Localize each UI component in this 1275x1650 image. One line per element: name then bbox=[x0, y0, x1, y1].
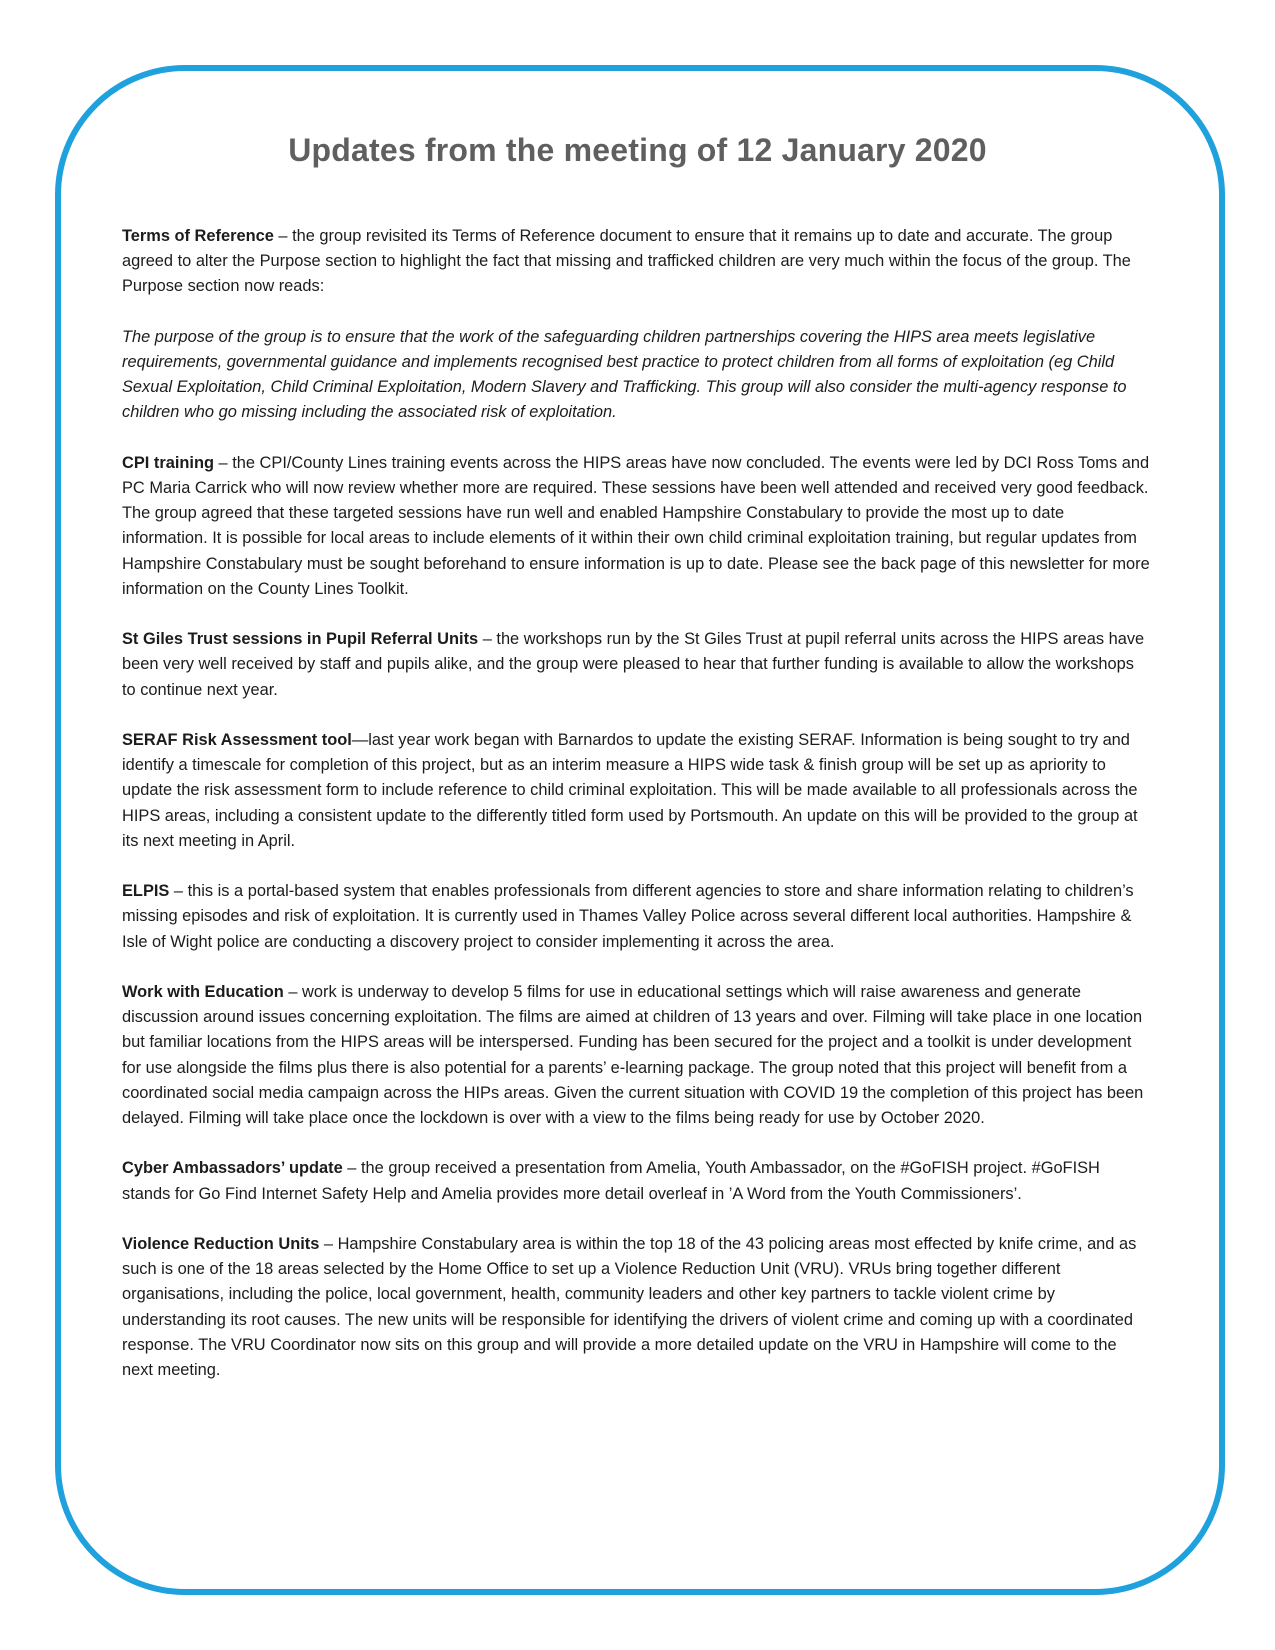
section-text: this is a portal-based system that enables professionals from different agencies to store and share information relating to children’s missing episodes and risk of exploitation. It is currently used in Thames Valley Police across several different local authorities. Hampshire & Isle of Wight police are conducting a discovery project to consider implementing it across the area. bbox=[122, 882, 1134, 951]
section-text: Hampshire Constabulary area is within the top 18 of the 43 policing areas most effected by knife crime, and as such is one of the 18 areas selected by the Home Office to set up a Violence Reduction Unit (VRU). VRUs bring together different organisations, including the police, local government, health, community leaders and other key partners to tackle violent crime by understanding its root causes. The new units will be responsible for identifying the drivers of violent crime and coming up with a coordinated response. The VRU Coordinator now sits on this group and will provide a more detailed update on the VRU in Hampshire will come to the next meeting. bbox=[122, 1235, 1137, 1380]
section-cyber-ambassadors bbox=[122, 1156, 1152, 1206]
newsletter-body bbox=[122, 224, 1152, 1408]
section-separator: – bbox=[169, 882, 188, 901]
section-text: work is underway to develop 5 films for use in educational settings which will raise awareness and generate discussion around issues concerning exploitation. The films are aimed at children of 13 years and over. Filming will take place in one location but familiar locations from the HIPS areas will be interspersed. Funding has been secured for the project and a toolkit is under development for use alongside the films plus there is also potential for a parents’ e-learning package. The group noted that this project will benefit from a coordinated social media campaign across the HIPs areas. Given the current situation with COVID 19 the completion of this project has been delayed. Filming will take place once the lockdown is over with a view to the films being ready for use by October 2020. bbox=[122, 983, 1144, 1128]
section-heading: ELPIS bbox=[122, 882, 170, 901]
section-text: the group received a presentation from Amelia, Youth Ambassador, on the #GoFISH project. #GoFISH stands for Go Find Internet Safety Help and Amelia provides more detail overleaf in ’A Word from the Youth Commissioners’. bbox=[122, 1159, 1100, 1203]
section-heading: St Giles Trust sessions in Pupil Referral Units bbox=[122, 630, 479, 649]
section-terms-of-reference bbox=[122, 224, 1152, 300]
section-work-with-education bbox=[122, 980, 1152, 1131]
purpose-quote: The purpose of the group is to ensure that the work of the safeguarding children partnerships covering the HIPS area meets legislative requirements, governmental guidance and implements recognised best practice to protect children from all forms of exploitation (eg Child Sexual Exploitation, Child Criminal Exploitation, Modern Slavery and Trafficking. This group will also consider the multi-agency response to children who go missing including the associated risk of exploitation. bbox=[122, 327, 1127, 422]
section-violence-reduction-units bbox=[122, 1232, 1152, 1383]
section-heading: CPI training bbox=[122, 453, 214, 472]
section-text: the workshops run by the St Giles Trust at pupil referral units across the HIPS areas have been very well received by staff and pupils alike, and the group were pleased to hear that further funding is available to allow the workshops to continue next year. bbox=[122, 630, 1145, 699]
section-separator: – bbox=[213, 453, 233, 472]
section-text: the group revisited its Terms of Reference document to ensure that it remains up to date and accurate. The group agreed to alter the Purpose section to highlight the fact that missing and trafficked children are very much within the focus of the group. The Purpose section now reads: bbox=[122, 227, 1131, 296]
section-text: the CPI/County Lines training events across the HIPS areas have now concluded. The events were led by DCI Ross Toms and PC Maria Carrick who will now review whether more are required. These sessions have been well attended and received very good feedback. The group agreed that these targeted sessions have run well and enabled Hampshire Constabulary to provide the most up to date information. It is possible for local areas to include elements of it within their own child criminal exploitation training, but regular updates from Hampshire Constabulary must be sought beforehand to ensure information is up to date. Please see the back page of this newsletter for more information on the County Lines Toolkit. bbox=[122, 453, 1150, 598]
section-heading: Terms of Reference bbox=[122, 227, 274, 245]
page-title: Updates from the meeting of 12 January 2020 bbox=[288, 132, 987, 168]
section-cpi-training bbox=[122, 451, 1152, 602]
section-st-giles-trust bbox=[122, 627, 1152, 703]
section-separator: – bbox=[342, 1159, 361, 1178]
section-separator: – bbox=[283, 983, 303, 1001]
section-heading: Violence Reduction Units bbox=[122, 1235, 320, 1253]
section-heading: Cyber Ambassadors’ update bbox=[122, 1159, 343, 1178]
section-seraf-risk-assessment bbox=[122, 728, 1152, 854]
section-text: last year work began with Barnardos to update the existing SERAF. Information is being sought to try and identify a timescale for completion of this project, but as an interim measure a HIPS wide task & finish group will be set up as apriority to update the risk assessment form to include reference to child criminal exploitation. This will be made available to all professionals across the HIPS areas, including a consistent update to the differently titled form used by Portsmouth. An update on this will be provided to the group at its next meeting in April. bbox=[122, 731, 1138, 850]
section-separator: – bbox=[319, 1235, 338, 1253]
section-heading: Work with Education bbox=[122, 983, 284, 1001]
section-separator: – bbox=[478, 630, 497, 649]
section-separator: — bbox=[351, 731, 369, 749]
section-separator: – bbox=[273, 227, 293, 245]
section-elpis bbox=[122, 879, 1152, 955]
section-heading: SERAF Risk Assessment tool bbox=[122, 731, 352, 749]
